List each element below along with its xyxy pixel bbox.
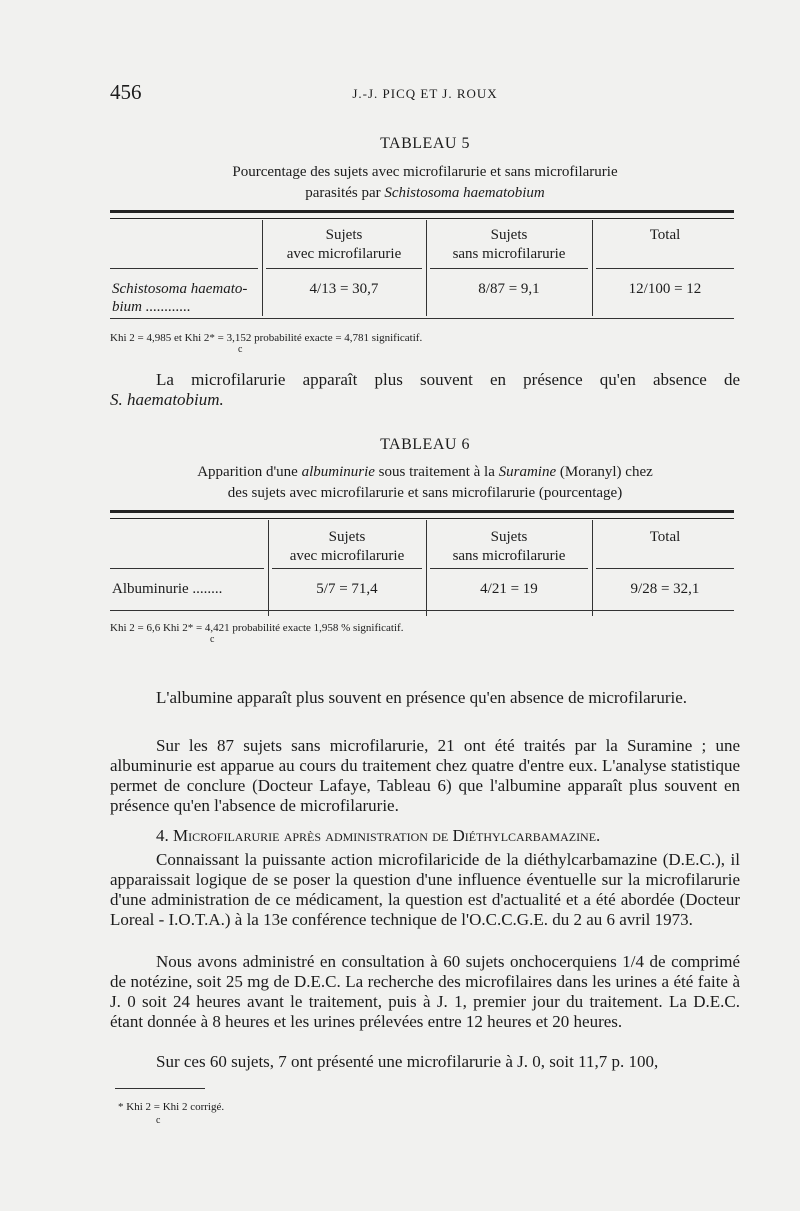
footnote	[118, 1101, 225, 1126]
footnote-text: * Khi 2 = Khi 2 corrigé.	[118, 1101, 225, 1113]
table6-divider	[426, 520, 427, 616]
table6-caption-line2: des sujets avec microfilarurie et sans microfilarurie (pourcentage)	[227, 485, 623, 501]
table5-col-header-total: Total	[649, 227, 681, 243]
table5-header-rule	[596, 268, 734, 269]
section-heading	[110, 826, 740, 846]
paragraph-albumine: L'albumine apparaît plus souvent en présence qu'en absence de microfilarurie.	[156, 688, 688, 707]
table6-value-with: 5/7 = 71,4	[316, 581, 378, 597]
table5-title: TABLEAU 5	[380, 135, 470, 152]
running-authors: J.-J. PICQ ET J. ROUX	[352, 86, 498, 101]
paragraph-suramine-results: Sur les 87 sujets sans microfilarurie, 21 ont été traités par la Suramine ; une albuminurie est apparue au cours du traitement chez quatre d'entre eux. L'analyse statistique permet de conclure (Docteur Lafaye, Tableau 6) que l'albumine apparaît plus souvent en présence qu'en l'absence de microfilarurie.	[110, 736, 740, 815]
table6-col-header-with	[272, 528, 422, 566]
table6-caption-line1	[120, 462, 730, 483]
table5-col-header-with	[266, 226, 422, 264]
table5-col1-line1: Sujets	[325, 227, 363, 243]
table6-value-without: 4/21 = 19	[480, 581, 538, 597]
footnote-rule	[115, 1088, 205, 1089]
section-heading-text: 4. Microfilarurie après administration de Diéthylcarbamazine.	[156, 826, 601, 845]
table6-caption-suramine: Suramine	[498, 464, 557, 480]
table6-divider	[592, 520, 593, 616]
table5-caption-prefix: parasités par	[305, 185, 385, 201]
table5-row-label-line2: bium ............	[112, 299, 191, 315]
table6-value-total: 9/28 = 32,1	[630, 581, 700, 597]
table6-header-rule	[272, 568, 422, 569]
table5-value-with: 4/13 = 30,7	[309, 281, 379, 297]
table6-note	[110, 622, 404, 645]
table6-caption-part: (Moranyl) chez	[556, 464, 653, 480]
table5-note-text: Khi 2 = 4,985 et Khi 2* = 3,152 probabilité exacte = 4,781 significatif.	[110, 332, 423, 344]
table6-col2-line1: Sujets	[490, 529, 528, 545]
table6-note-text: Khi 2 = 6,6 Khi 2* = 4,421 probabilité exacte 1,958 % significatif.	[110, 622, 404, 634]
table6-divider	[268, 520, 269, 616]
table6-caption	[120, 462, 730, 504]
table5-caption	[130, 162, 720, 204]
table5-caption-line2	[130, 183, 720, 204]
table6-title: TABLEAU 6	[380, 436, 470, 453]
paragraph-dec-rationale: Connaissant la puissante action microfilaricide de la diéthylcarbamazine (D.E.C.), il apparaissait logique de se poser la question d'une influence éventuelle sur la microfilarurie d'une administration de ce médicament, la question est d'actualité et a été abordée (Docteur Loreal - I.O.T.A.) à la 13e conférence technique de l'O.C.C.G.E. du 2 au 6 avril 1973.	[110, 850, 740, 929]
table5-note	[110, 332, 423, 355]
table6-caption-albuminurie: albuminurie	[301, 464, 375, 480]
table6	[110, 510, 734, 660]
table6-note-subscript: c	[210, 634, 215, 645]
paragraph-microfilarurie-schistosoma	[110, 370, 740, 410]
table5-top-rule	[110, 210, 734, 219]
paragraph1-line2: S. haematobium.	[110, 390, 224, 409]
table6-col2-line2: sans microfilarurie	[452, 548, 566, 564]
table5-col-header-without	[430, 226, 588, 264]
page-number: 456	[110, 80, 142, 104]
table6-row-label: Albuminurie ........	[112, 581, 223, 597]
table5-value-total: 12/100 = 12	[628, 281, 702, 297]
table5-divider	[592, 220, 593, 316]
table6-col1-line1: Sujets	[328, 529, 366, 545]
table5-col1-line2: avec microfilarurie	[286, 246, 402, 262]
table5-bottom-rule	[110, 318, 734, 319]
table5-row-label	[112, 280, 260, 316]
table6-caption-part: Apparition d'une	[197, 464, 302, 480]
paragraph-dec-results: Sur ces 60 sujets, 7 ont présenté une microfilarurie à J. 0, soit 11,7 p. 100,	[156, 1052, 659, 1071]
table5-col2-line2: sans microfilarurie	[452, 246, 566, 262]
table5-col2-line1: Sujets	[490, 227, 528, 243]
running-header	[110, 80, 740, 106]
table5-caption-line1: Pourcentage des sujets avec microfilarurie et sans microfilarurie	[232, 164, 618, 180]
table5-caption-species: Schistosoma haematobium	[384, 185, 545, 201]
table5-note-subscript: c	[238, 344, 243, 355]
paragraph-dec-protocol: Nous avons administré en consultation à 60 sujets onchocerquiens 1/4 de comprimé de notézine, soit 25 mg de D.E.C. La recherche des microfilaires dans les urines a été faite à J. 0 soit 24 heures avant le traitement, puis à J. 1, premier jour du traitement. La D.E.C. étant donnée à 8 heures et les urines prélevées entre 12 heures et 20 heures.	[110, 952, 740, 1031]
table5-row-label-line1: Schistosoma haemato-	[112, 281, 248, 297]
table6-top-rule	[110, 510, 734, 519]
table5	[110, 210, 734, 355]
table5-divider	[426, 220, 427, 316]
table6-col-header-total: Total	[649, 529, 681, 545]
table6-header-rule	[596, 568, 734, 569]
paragraph1-line1: La microfilarurie apparaît plus souvent en présence qu'en absence de	[156, 370, 740, 389]
table5-header-rule	[266, 268, 422, 269]
table6-caption-part: sous traitement à la	[374, 464, 499, 480]
table5-divider	[262, 220, 263, 316]
table6-header-rule	[110, 568, 264, 569]
table6-header-rule	[430, 568, 588, 569]
table6-col-header-without	[430, 528, 588, 566]
table5-header-rule	[110, 268, 258, 269]
table5-value-without: 8/87 = 9,1	[478, 281, 540, 297]
table5-header-rule	[430, 268, 588, 269]
footnote-subscript: c	[156, 1115, 161, 1126]
table6-col1-line2: avec microfilarurie	[289, 548, 405, 564]
table6-bottom-rule	[110, 610, 734, 611]
